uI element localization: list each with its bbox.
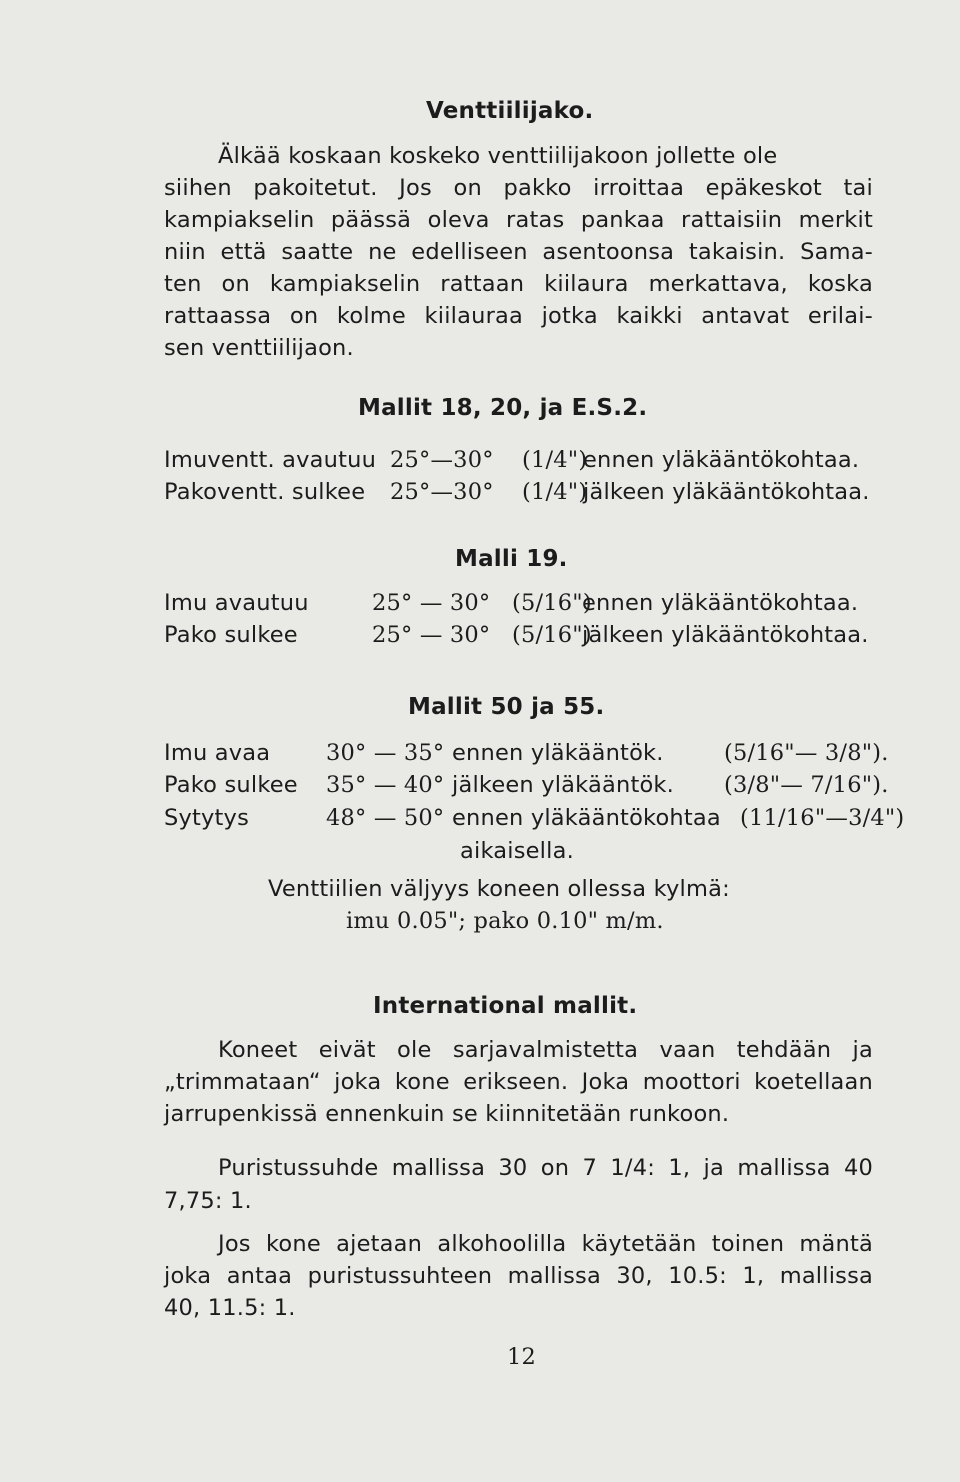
page-number: 12 <box>507 1344 537 1370</box>
timing-continuation: aikaisella. <box>460 838 574 864</box>
paragraph-line: 7,75: 1. <box>164 1188 252 1214</box>
models-heading: Mallit 18, 20, ja E.S.2. <box>358 395 648 421</box>
paragraph-line: sen venttiilijaon. <box>164 335 354 361</box>
paragraph-line: kampiakselin päässä oleva ratas pankaa rattaisiin merkit <box>164 207 873 233</box>
timing-inches: (1/4") <box>522 447 588 473</box>
paragraph-line: niin että saatte ne edelliseen asentoonsa takaisin. Sama- <box>164 239 873 265</box>
timing-inches: (5/16") <box>512 590 592 616</box>
paragraph-line: 40, 11.5: 1. <box>164 1295 296 1321</box>
model-heading: Malli 19. <box>455 546 568 572</box>
section-heading-international: International mallit. <box>373 993 638 1019</box>
timing-label: Imu avautuu <box>164 590 309 616</box>
timing-text: jälkeen yläkääntökohtaa. <box>583 479 870 505</box>
timing-inches: (11/16"—3/4") <box>740 805 905 831</box>
timing-degrees: 25° — 30° <box>372 590 491 616</box>
timing-degrees: 25° — 30° <box>372 622 491 648</box>
models-heading: Mallit 50 ja 55. <box>408 694 605 720</box>
paragraph-line: siihen pakoitetut. Jos on pakko irroittaa epäkeskot tai <box>164 175 873 201</box>
timing-label: Pako sulkee <box>164 772 298 798</box>
paragraph-line: Älkää koskaan koskeko venttiilijakoon jollette ole <box>218 143 778 169</box>
timing-degrees: 35° — 40° <box>326 772 445 798</box>
timing-label: Imu avaa <box>164 740 271 766</box>
timing-degrees: 30° — 35° <box>326 740 445 766</box>
timing-text: ennen yläkääntökohtaa <box>452 805 721 831</box>
timing-text: jälkeen yläkääntökohtaa. <box>582 622 869 648</box>
paragraph-line: jarrupenkissä ennenkuin se kiinnitetään runkoon. <box>164 1101 730 1127</box>
paragraph-line: Koneet eivät ole sarjavalmistetta vaan tehdään ja <box>218 1037 873 1063</box>
timing-text: ennen yläkääntökohtaa. <box>582 590 859 616</box>
timing-inches: (5/16") <box>512 622 592 648</box>
paragraph-line: Jos kone ajetaan alkohoolilla käytetään toinen mäntä <box>218 1231 873 1257</box>
paragraph-line: „trimmataan“ joka kone erikseen. Joka moottori koetellaan <box>164 1069 873 1095</box>
timing-text: jälkeen yläkääntök. <box>452 772 675 798</box>
timing-text: ennen yläkääntökohtaa. <box>583 447 860 473</box>
timing-degrees: 25°—30° <box>390 447 494 473</box>
paragraph-line: Puristussuhde mallissa 30 on 7 1/4: 1, ja mallissa 40 <box>218 1155 873 1181</box>
timing-degrees: 48° — 50° <box>326 805 445 831</box>
timing-inches: (3/8"— 7/16"). <box>724 772 889 798</box>
paragraph-line: joka antaa puristussuhteen mallissa 30, 10.5: 1, mallissa <box>164 1263 873 1289</box>
timing-inches: (5/16"— 3/8"). <box>724 740 889 766</box>
timing-label: Pako sulkee <box>164 622 298 648</box>
valve-clearance-values: imu 0.05"; pako 0.10" m/m. <box>346 908 664 934</box>
timing-inches: (1/4") <box>522 479 588 505</box>
timing-degrees: 25°—30° <box>390 479 494 505</box>
timing-label: Sytytys <box>164 805 249 831</box>
timing-label: Imuventt. avautuu <box>164 447 377 473</box>
paragraph-line: rattaassa on kolme kiilauraa jotka kaikki antavat erilai- <box>164 303 873 329</box>
timing-text: ennen yläkääntök. <box>452 740 664 766</box>
paragraph-line: ten on kampiakselin rattaan kiilaura merkattava, koska <box>164 271 873 297</box>
section-heading-venttiilijako: Venttiilijako. <box>426 98 594 124</box>
timing-label: Pakoventt. sulkee <box>164 479 366 505</box>
valve-clearance-label: Venttiilien väljyys koneen ollessa kylmä: <box>268 876 730 902</box>
